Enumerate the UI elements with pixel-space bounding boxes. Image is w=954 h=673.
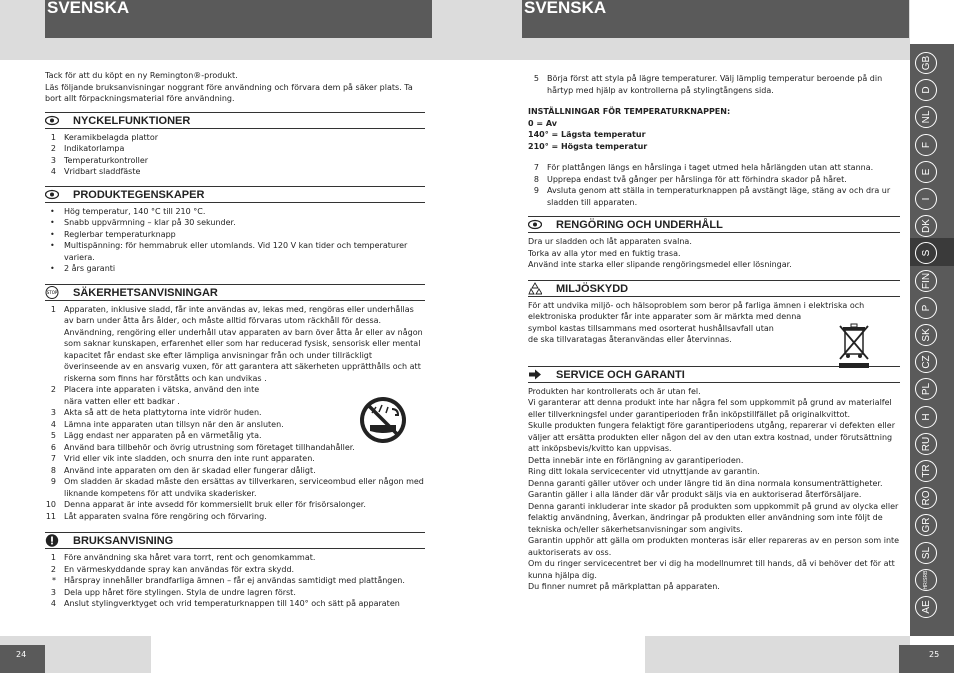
item-text: Vridbart sladdfäste (64, 167, 141, 176)
list-item (45, 166, 425, 178)
text-line: Produkten har kontrollerats och är utan fel. (528, 386, 701, 396)
text-line: • Reglerbar temperaturknapp (45, 229, 425, 241)
tab-language-ae[interactable]: AE (915, 596, 937, 618)
item-text: En värmeskyddande spray kan användas för extra skydd. (64, 564, 295, 574)
text-line: • 2 års garanti (45, 263, 425, 275)
list-item (45, 304, 425, 385)
list-item (45, 598, 425, 610)
tab-language-fin[interactable]: FIN (915, 270, 937, 292)
item-number: 4 (50, 419, 56, 429)
tab-language-p[interactable]: P (915, 297, 937, 319)
left-page-number: 24 (16, 650, 27, 659)
item-number: 1 (50, 553, 56, 562)
text-line: Dra ur sladden och låt apparaten svalna. (528, 237, 692, 246)
recycle-icon (528, 282, 542, 295)
item-text: Använd inte apparaten om den är skadad eller fungerar dåligt. (64, 465, 316, 475)
svg-text:STOP: STOP (46, 289, 58, 295)
item-number: 2 (50, 385, 56, 394)
text-line: 140° = Lägsta temperatur (528, 130, 646, 139)
item-text: Anslut stylingverktyget och vrid temperaturknappen till 140° och sätt på apparaten (64, 599, 400, 608)
text-line: Ring ditt lokala servicecenter vid utnyttjande av garantin. (528, 467, 760, 476)
eye-icon (528, 218, 542, 231)
product-features-title: PRODUKTEGENSKAPER (73, 188, 205, 201)
cleaning-title: RENGÖRING OCH UNDERHÅLL (556, 219, 723, 231)
item-text: Lämna inte apparaten utan tillsyn när den är ansluten. (64, 419, 284, 429)
text-line: Detta innebär inte en förlängning av garantiperioden. (528, 455, 744, 465)
item-number: 11 (45, 511, 56, 521)
left-header-title: SVENSKA (47, 0, 130, 17)
environment-title: MILJÖSKYDD (556, 282, 629, 295)
item-number: 9 (533, 186, 539, 195)
list-item (45, 155, 425, 167)
list-item (45, 587, 425, 599)
tab-language-nl[interactable]: NL (915, 106, 937, 128)
item-number: 9 (50, 477, 56, 486)
tab-language-dk[interactable]: DK (915, 215, 937, 237)
usage-title: BRUKSANVISNING (73, 535, 174, 547)
item-text: Temperaturkontroller (64, 155, 149, 165)
item-text: Om sladden är skadad måste den ersättas av tillverkaren, serviceombud eller någon med liknande kompetens för att undvika skaderisker. (64, 477, 424, 498)
service-title: SERVICE OCH GARANTI (556, 368, 685, 381)
tab-language-f[interactable]: F (915, 134, 937, 156)
text-line: 210° = Högsta temperatur (528, 141, 648, 151)
right-page-number-box (899, 645, 954, 673)
usage-heading (45, 532, 425, 549)
text-line: • Hög temperatur, 140 °C till 210 °C. (45, 206, 425, 218)
arrow-right-icon (528, 368, 542, 381)
key-features-heading (45, 112, 425, 129)
item-number: 2 (50, 564, 56, 574)
text-line: Denna garanti inkluderar inte skador på produkten som uppkommit på grund av olycka eller felaktig användning, åverkan, ändringar på produkten eller användning som inte följt de tekniska och/eller säkerhetsanvisningar som angivits. (528, 501, 899, 534)
item-number: 5 (50, 431, 56, 440)
item-number: 1 (50, 132, 56, 142)
service-text (528, 386, 900, 593)
item-text: Före användning ska håret vara torrt, rent och genomkammat. (64, 553, 316, 562)
warning-icon (45, 534, 59, 547)
text-line: Denna garanti gäller utöver och under längre tid än dina normala konsumenträttigheter. (528, 478, 883, 488)
text-line: För att undvika miljö- och hälsoproblem som beror på farliga ämnen i elektriska och (528, 300, 865, 310)
item-number: 8 (50, 465, 56, 475)
list-item (45, 465, 425, 477)
item-number: 7 (50, 454, 56, 463)
list-item (45, 499, 425, 511)
tab-language-e[interactable]: E (915, 161, 937, 183)
item-text: Placera inte apparaten i vätska, använd den inte nära vatten eller ett badkar . (64, 385, 260, 406)
text-line: Vi garanterar att denna produkt inte har några fel som uppkommit på grund av materialfel eller tillverkningsfel under garantiperioden från inköpstillfället på originalkvittot. (528, 398, 892, 419)
tab-language-d[interactable]: D (915, 79, 937, 101)
tab-language-sl[interactable]: SL (915, 542, 937, 564)
list-item (528, 162, 900, 174)
item-text: För plattången längs en hårslinga i taget utmed hela hårlängden utan att stanna. (547, 163, 874, 172)
text-line: 0 = Av (528, 118, 557, 128)
item-text: Låt apparaten svalna före rengöring och förvaring. (64, 511, 267, 521)
right-page-number: 25 (929, 650, 940, 659)
tab-language-ro[interactable]: RO (915, 487, 937, 509)
item-text: Apparaten, inklusive sladd, får inte användas av, lekas med, rengöras eller underhållas av barn under åtta års ålder, och måste alltid förvaras utom räckhåll för dessa. Användning, rengöring eller underhåll utav apparaten av barn över åtta år eller av någon som saknar kunskapen, erfarenhet eller som har reducerad fysisk, sensorisk eller mental kapacitet får endast ske efter lämpliga anvisningar från och under tillräckligt överinseende av en ansvarig vuxen, för att garantera att säkerheten upprätthålls och att riskerna som finns har förståtts och kan undvikas . (64, 304, 423, 383)
item-text: Avsluta genom att ställa in temperaturknappen på avstängt läge, stäng av och dra ur sladden till apparaten. (547, 186, 891, 207)
intro-line-1: Tack för att du köpt en ny Remington®-produkt. (45, 71, 238, 80)
right-header-title: SVENSKA (524, 0, 607, 17)
item-text: Använd bara tillbehör och övrig utrustning som företaget tillhandahåller. (64, 442, 355, 452)
tab-language-ru[interactable]: RU (915, 433, 937, 455)
item-number: 6 (50, 442, 56, 452)
right-page-header (522, 0, 909, 38)
key-features-title: NYCKELFUNKTIONER (73, 114, 191, 127)
tab-language-gr[interactable]: GR (915, 514, 937, 536)
item-number: * (52, 576, 56, 585)
step-5: 5 Börja först att styla på lägre temperaturer. Välj lämplig temperatur beroende på din hårtyp med hjälp av kontrollerna på stylingtångens sida. (533, 74, 883, 95)
text-line: Garantin gäller i alla länder där vår produkt säljs via en auktoriserad återförsäljare. (528, 490, 862, 499)
item-number: 3 (50, 408, 56, 417)
tab-language-s[interactable]: S (915, 242, 937, 264)
styling-steps (528, 162, 900, 208)
text-line: de ska tillvaratagas återanvändas eller återvinnas. (528, 335, 732, 344)
tab-language-gb[interactable]: GB (915, 52, 937, 74)
text-line: • Snabb uppvärmning – klar på 30 sekunder. (45, 217, 425, 229)
list-item (45, 132, 425, 144)
text-line: Du finner numret på märkplattan på apparaten. (528, 582, 720, 591)
temperature-settings (528, 106, 900, 152)
item-text: Dela upp håret före stylingen. Styla de undre lagren först. (64, 587, 296, 597)
weee-bin-icon (836, 322, 872, 370)
product-features-heading (45, 186, 425, 203)
item-text: Indikatorlampa (64, 144, 125, 153)
list-item (45, 384, 264, 407)
list-item (45, 453, 425, 465)
tab-language-i[interactable]: I (915, 188, 937, 210)
item-number: 4 (50, 599, 56, 608)
eye-icon (45, 114, 59, 127)
product-features-list (45, 206, 425, 275)
intro-line-2: Läs följande bruksanvisningar noggrant före användning och förvara dem på säker plats. Ta bort allt förpackningsmaterial före användning. (45, 82, 413, 103)
item-text: Akta så att de heta plattytorna inte vidrör huden. (64, 408, 262, 417)
list-item (45, 575, 425, 587)
left-column (45, 70, 425, 610)
list-item (528, 174, 900, 186)
no-water-icon (358, 395, 408, 445)
item-text: Denna apparat är inte avsedd för kommersiellt bruk eller för frisörsalonger. (64, 500, 366, 509)
stop-icon (45, 286, 59, 299)
list-item (45, 476, 425, 499)
item-text: Upprepa endast två gånger per hårslinga för att förhindra skador på håret. (547, 174, 847, 184)
item-number: 2 (50, 144, 56, 153)
list-item (45, 564, 425, 576)
item-number: 8 (533, 174, 539, 184)
list-item (45, 143, 425, 155)
text-line: • Multispänning: för hemmabruk eller utomlands. Vid 120 V kan tider och temperaturer variera. (45, 240, 425, 263)
left-page-header (45, 0, 432, 38)
item-text: Lägg endast ner apparaten på en värmetålig yta. (64, 431, 262, 440)
item-number: 3 (50, 155, 56, 165)
tab-language-h[interactable]: H (915, 406, 937, 428)
item-text: Keramikbelagda plattor (64, 132, 158, 142)
safety-title: SÄKERHETSANVISNINGAR (73, 286, 218, 299)
text-line: Skulle produkten fungera felaktigt före garantiperiodens utgång, reparerar vi defekten eller väljer att ersätta produkten eller någon del av den utan extra kostnad, under förutsättning att inköpsbevis/kvitto kan uppvisas. (528, 421, 895, 453)
item-number: 7 (533, 163, 539, 172)
eye-icon (45, 188, 59, 201)
tab-language-tr[interactable]: TR (915, 460, 937, 482)
cleaning-text (528, 236, 900, 271)
tab-language-sk[interactable]: SK (915, 324, 937, 346)
item-text: Hårspray innehåller brandfarliga ämnen – får ej användas samtidigt med plattången. (64, 576, 405, 585)
text-line: Använd inte starka eller slipande rengöringsmedel eller lösningar. (528, 260, 792, 269)
text-line: symbol kastas tillsammans med osorterat hushållsavfall utan (528, 323, 774, 333)
environment-heading (528, 280, 900, 297)
usage-list (45, 552, 425, 610)
list-item (45, 552, 425, 564)
list-item (528, 185, 900, 208)
item-number: 4 (50, 167, 56, 176)
text-line: INSTÄLLNINGAR FÖR TEMPERATURKNAPPEN: (528, 107, 731, 116)
key-features-list (45, 132, 425, 178)
text-line: elektroniska produkter får inte apparater som är märkta med denna (528, 312, 802, 321)
item-number: 3 (50, 587, 56, 597)
left-page-number-box (0, 645, 45, 673)
item-text: Vrid eller vik inte sladden, och snurra den inte runt apparaten. (64, 454, 315, 463)
item-number: 1 (50, 304, 56, 314)
right-footer-band (645, 636, 910, 673)
text-line: Garantin upphör att gälla om produkten monteras isär eller repareras av en person som inte auktoriserats av oss. (528, 536, 900, 557)
tab-language-pl[interactable]: PL (915, 378, 937, 400)
list-item (45, 511, 425, 523)
text-line: Om du ringer servicecentret ber vi dig ha modellnumret till hands, då vi behöver det för att kunna hjälpa dig. (528, 559, 895, 580)
tab-language-cz[interactable]: CZ (915, 351, 937, 373)
cleaning-heading (528, 216, 900, 233)
text-line: Torka av alla ytor med en fuktig trasa. (528, 248, 681, 258)
safety-heading (45, 284, 425, 301)
item-number: 10 (45, 500, 56, 509)
tab-language-hr-srb[interactable]: HR/SRB (915, 569, 937, 591)
